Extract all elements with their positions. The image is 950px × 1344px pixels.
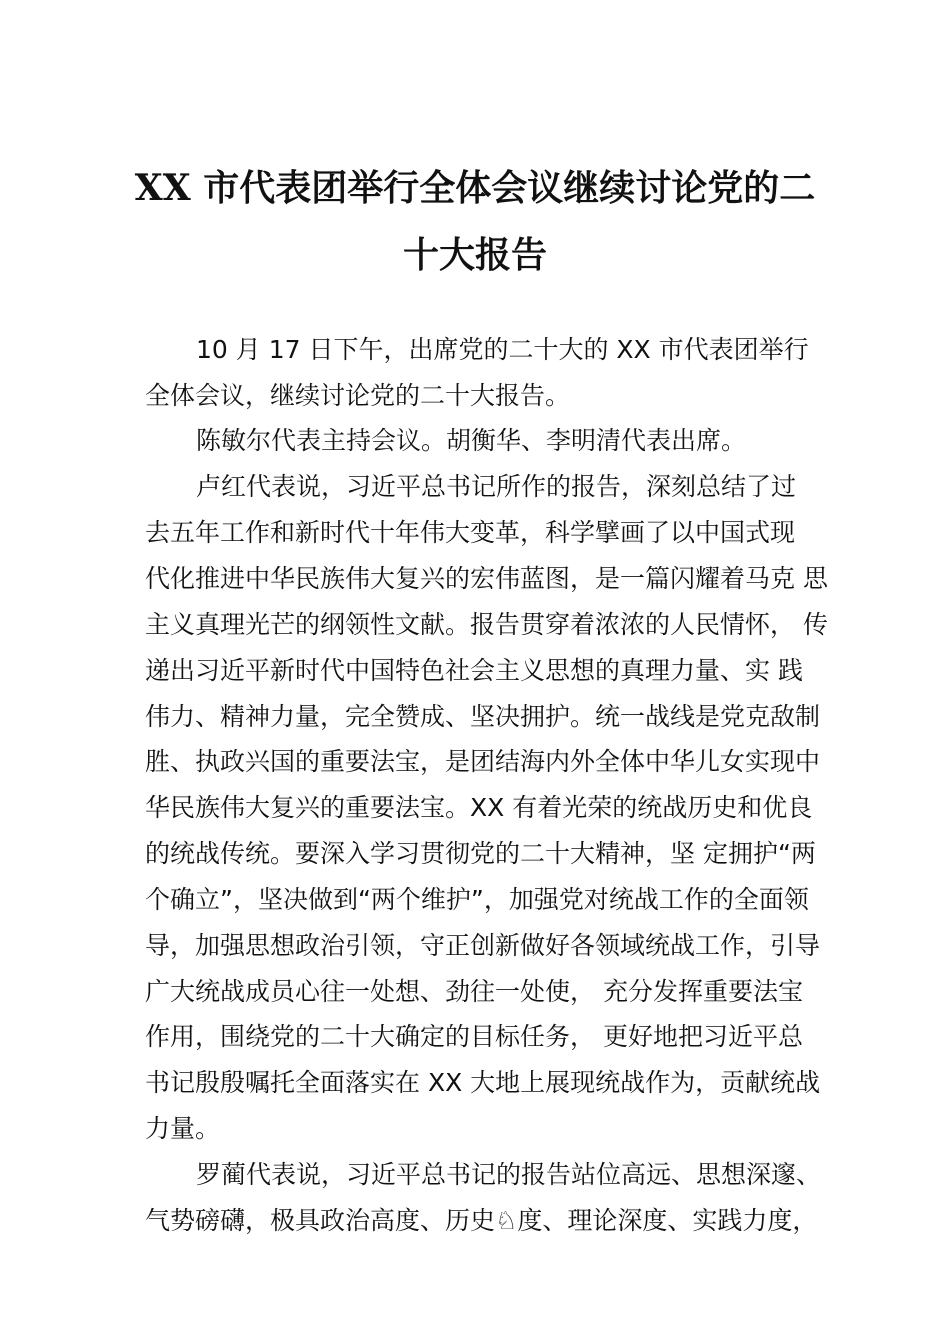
body-line-15: 广大统战成员心往一处想、劲往一处使， 充分发挥重要法宝 <box>145 977 803 1006</box>
body-line-8: 递出习近平新时代中国特色社会主义思想的真理力量、实 践 <box>145 656 803 685</box>
body-line-7: 主义真理光芒的纲领性文献。报告贯穿着浓浓的人民情怀， 传 <box>145 610 828 639</box>
body-line-3: 陈敏尔代表主持会议。胡衡华、李明清代表出席。 <box>196 426 747 455</box>
document-title-line-2: 十大报告 <box>402 234 547 276</box>
body-line-14: 导，加强思想政治引领，守正创新做好各领域统战工作，引导 <box>145 931 821 960</box>
body-line-19: 罗蔺代表说，习近平总书记的报告站位高远、思想深邃、 <box>196 1160 822 1189</box>
body-line-4: 卢红代表说，习近平总书记所作的报告，深刻总结了过 <box>196 472 797 501</box>
body-line-12: 的统战传统。要深入学习贯彻党的二十大精神，坚 定拥护“两 <box>145 839 816 868</box>
body-line-11: 华民族伟大复兴的重要法宝。XX 有着光荣的统战历史和优良 <box>145 793 813 822</box>
body-line-10: 胜、执政兴国的重要法宝，是团结海内外全体中华儿女实现中 <box>145 747 821 776</box>
body-line-2: 全体会议，继续讨论党的二十大报告。 <box>145 381 571 410</box>
body-line-20: 气势磅礴，极具政治高度、历史♘度、理论深度、实践力度， <box>145 1206 818 1235</box>
document-title-line-1: XX 市代表团举行全体会议继续讨论党的二 <box>134 167 816 209</box>
body-line-18: 力量。 <box>145 1114 221 1143</box>
body-line-16: 作用，围绕党的二十大确定的目标任务， 更好地把习近平总 <box>145 1022 803 1051</box>
body-line-1: 10 月 17 日下午，出席党的二十大的 XX 市代表团举行 <box>196 335 809 364</box>
body-line-9: 伟力、精神力量，完全赞成、坚决拥护。统一战线是党克敌制 <box>145 702 821 731</box>
body-line-13: 个确立”，坚决做到“两个维护”，加强党对统战工作的全面领 <box>145 885 809 914</box>
body-line-17: 书记殷殷嘱托全面落实在 XX 大地上展现统战作为，贡献统战 <box>145 1068 821 1097</box>
body-line-5: 去五年工作和新时代十年伟大变革，科学擘画了以中国式现 <box>145 518 796 547</box>
body-line-6: 代化推进中华民族伟大复兴的宏伟蓝图，是一篇闪耀着马克 思 <box>145 564 828 593</box>
